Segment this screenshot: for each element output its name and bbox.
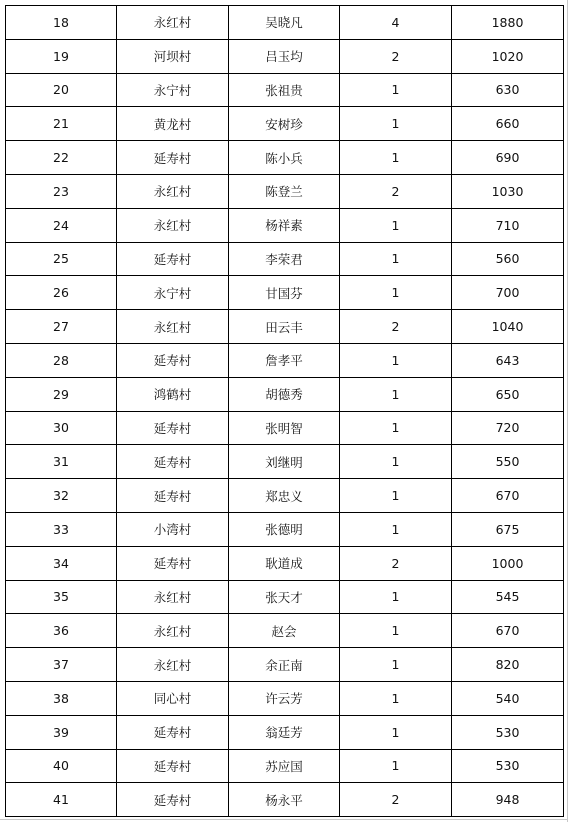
row-number-cell: 39 (6, 715, 117, 749)
row-number-cell: 18 (6, 6, 117, 40)
row-number-cell: 22 (6, 141, 117, 175)
row-number-cell: 38 (6, 681, 117, 715)
name-cell: 陈小兵 (229, 141, 340, 175)
count-cell: 2 (340, 174, 452, 208)
count-cell: 1 (340, 377, 452, 411)
village-cell: 延寿村 (117, 242, 229, 276)
table-row (6, 648, 564, 682)
table-row (6, 377, 564, 411)
count-cell: 1 (340, 479, 452, 513)
village-cell: 永红村 (117, 174, 229, 208)
table-row (6, 749, 564, 783)
amount-cell: 690 (452, 141, 564, 175)
table-row (6, 174, 564, 208)
name-cell: 田云丰 (229, 310, 340, 344)
count-cell: 2 (340, 39, 452, 73)
name-cell: 刘继明 (229, 445, 340, 479)
name-cell: 苏应国 (229, 749, 340, 783)
row-number-cell: 29 (6, 377, 117, 411)
amount-cell: 643 (452, 343, 564, 377)
count-cell: 1 (340, 411, 452, 445)
table-row (6, 73, 564, 107)
table-row (6, 6, 564, 40)
page-edge-bottom (0, 819, 568, 820)
row-number-cell: 27 (6, 310, 117, 344)
name-cell: 李荣君 (229, 242, 340, 276)
name-cell: 杨永平 (229, 783, 340, 817)
count-cell: 4 (340, 6, 452, 40)
count-cell: 1 (340, 141, 452, 175)
name-cell: 郑忠义 (229, 479, 340, 513)
count-cell: 1 (340, 276, 452, 310)
amount-cell: 1040 (452, 310, 564, 344)
amount-cell: 550 (452, 445, 564, 479)
amount-cell: 1000 (452, 546, 564, 580)
table-row (6, 580, 564, 614)
table-row (6, 276, 564, 310)
name-cell: 吕玉均 (229, 39, 340, 73)
count-cell: 1 (340, 208, 452, 242)
amount-cell: 948 (452, 783, 564, 817)
count-cell: 1 (340, 749, 452, 783)
amount-cell: 1030 (452, 174, 564, 208)
village-cell: 鸿鹤村 (117, 377, 229, 411)
amount-cell: 540 (452, 681, 564, 715)
count-cell: 2 (340, 546, 452, 580)
name-cell: 张祖贵 (229, 73, 340, 107)
page-edge-right (567, 0, 568, 822)
name-cell: 张明智 (229, 411, 340, 445)
count-cell: 1 (340, 715, 452, 749)
row-number-cell: 23 (6, 174, 117, 208)
name-cell: 翁廷芳 (229, 715, 340, 749)
row-number-cell: 21 (6, 107, 117, 141)
amount-cell: 660 (452, 107, 564, 141)
amount-cell: 530 (452, 749, 564, 783)
village-cell: 永红村 (117, 310, 229, 344)
village-cell: 延寿村 (117, 445, 229, 479)
count-cell: 1 (340, 512, 452, 546)
name-cell: 赵会 (229, 614, 340, 648)
table-row (6, 107, 564, 141)
amount-cell: 630 (452, 73, 564, 107)
name-cell: 张德明 (229, 512, 340, 546)
name-cell: 陈登兰 (229, 174, 340, 208)
amount-cell: 670 (452, 479, 564, 513)
table-row (6, 39, 564, 73)
row-number-cell: 40 (6, 749, 117, 783)
count-cell: 1 (340, 107, 452, 141)
amount-cell: 700 (452, 276, 564, 310)
name-cell: 杨祥素 (229, 208, 340, 242)
name-cell: 张天才 (229, 580, 340, 614)
village-cell: 同心村 (117, 681, 229, 715)
amount-cell: 710 (452, 208, 564, 242)
table-body (6, 6, 564, 817)
row-number-cell: 33 (6, 512, 117, 546)
village-cell: 延寿村 (117, 479, 229, 513)
name-cell: 甘国芬 (229, 276, 340, 310)
count-cell: 1 (340, 343, 452, 377)
amount-cell: 560 (452, 242, 564, 276)
row-number-cell: 25 (6, 242, 117, 276)
table-row (6, 512, 564, 546)
village-cell: 延寿村 (117, 141, 229, 175)
table-row (6, 208, 564, 242)
count-cell: 1 (340, 73, 452, 107)
village-cell: 永红村 (117, 6, 229, 40)
name-cell: 许云芳 (229, 681, 340, 715)
row-number-cell: 34 (6, 546, 117, 580)
village-cell: 永红村 (117, 648, 229, 682)
amount-cell: 720 (452, 411, 564, 445)
name-cell: 耿道成 (229, 546, 340, 580)
table-row (6, 783, 564, 817)
village-cell: 永红村 (117, 614, 229, 648)
count-cell: 2 (340, 783, 452, 817)
row-number-cell: 24 (6, 208, 117, 242)
row-number-cell: 41 (6, 783, 117, 817)
table-row (6, 546, 564, 580)
name-cell: 安树珍 (229, 107, 340, 141)
village-cell: 永红村 (117, 208, 229, 242)
amount-cell: 1880 (452, 6, 564, 40)
row-number-cell: 37 (6, 648, 117, 682)
amount-cell: 545 (452, 580, 564, 614)
village-cell: 延寿村 (117, 411, 229, 445)
name-cell: 余正南 (229, 648, 340, 682)
amount-cell: 1020 (452, 39, 564, 73)
row-number-cell: 32 (6, 479, 117, 513)
village-cell: 永宁村 (117, 276, 229, 310)
table-row (6, 242, 564, 276)
table-row (6, 445, 564, 479)
village-cell: 延寿村 (117, 343, 229, 377)
row-number-cell: 30 (6, 411, 117, 445)
row-number-cell: 20 (6, 73, 117, 107)
row-number-cell: 35 (6, 580, 117, 614)
table-row (6, 614, 564, 648)
village-cell: 延寿村 (117, 546, 229, 580)
count-cell: 2 (340, 310, 452, 344)
village-cell: 延寿村 (117, 715, 229, 749)
name-cell: 詹孝平 (229, 343, 340, 377)
table-row (6, 479, 564, 513)
village-cell: 延寿村 (117, 749, 229, 783)
row-number-cell: 26 (6, 276, 117, 310)
name-cell: 吴晓凡 (229, 6, 340, 40)
count-cell: 1 (340, 614, 452, 648)
amount-cell: 820 (452, 648, 564, 682)
table-row (6, 411, 564, 445)
table-row (6, 343, 564, 377)
name-cell: 胡德秀 (229, 377, 340, 411)
village-cell: 河坝村 (117, 39, 229, 73)
village-cell: 永宁村 (117, 73, 229, 107)
table-row (6, 681, 564, 715)
row-number-cell: 36 (6, 614, 117, 648)
village-cell: 黄龙村 (117, 107, 229, 141)
amount-cell: 530 (452, 715, 564, 749)
village-cell: 小湾村 (117, 512, 229, 546)
village-cell: 延寿村 (117, 783, 229, 817)
village-cell: 永红村 (117, 580, 229, 614)
row-number-cell: 28 (6, 343, 117, 377)
count-cell: 1 (340, 445, 452, 479)
count-cell: 1 (340, 681, 452, 715)
row-number-cell: 19 (6, 39, 117, 73)
table-row (6, 310, 564, 344)
count-cell: 1 (340, 648, 452, 682)
table-row (6, 715, 564, 749)
row-number-cell: 31 (6, 445, 117, 479)
amount-cell: 670 (452, 614, 564, 648)
data-table (5, 5, 564, 817)
table-row (6, 141, 564, 175)
count-cell: 1 (340, 242, 452, 276)
count-cell: 1 (340, 580, 452, 614)
amount-cell: 675 (452, 512, 564, 546)
amount-cell: 650 (452, 377, 564, 411)
